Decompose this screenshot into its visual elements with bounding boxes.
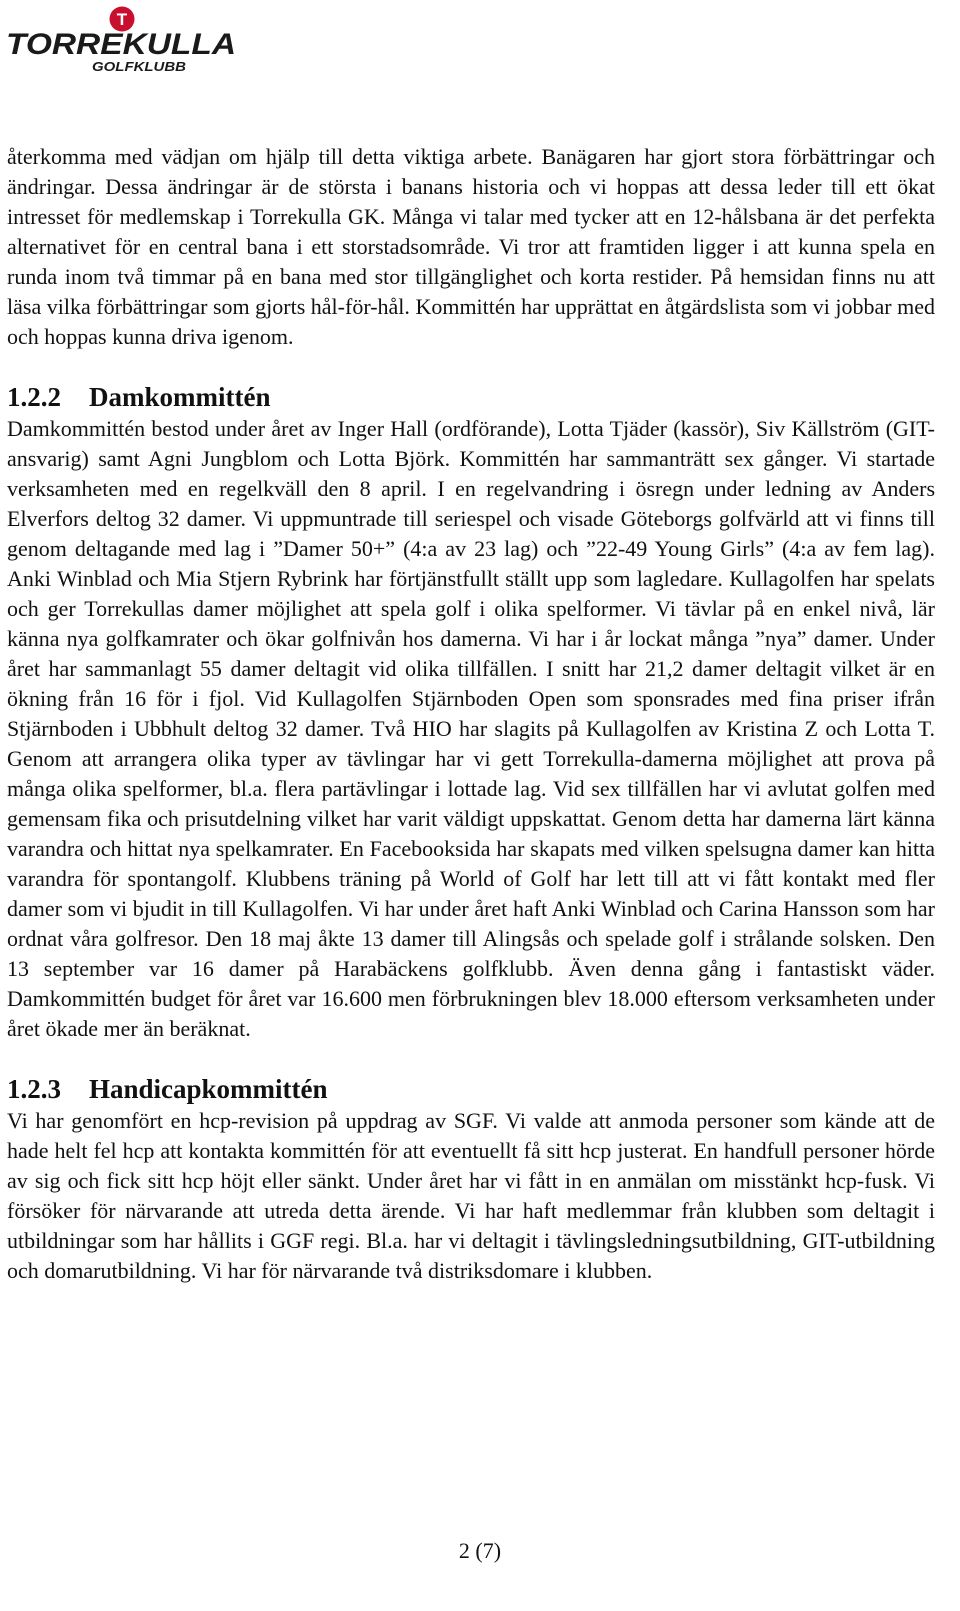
intro-paragraph: återkomma med vädjan om hjälp till detta viktiga arbete. Banägaren har gjort stora förbättringar och ändringar. Dessa ändringar är de största i banans historia och vi hoppas att dessa leder till ett ökat intresset för medlemskap i Torrekulla GK. Många vi talar med tycker att en 12-hålsbana är det perfekta alternativet för en central bana i ett storstadsområde. Vi tror att framtiden ligger i att kunna spela en runda inom två timmar på en bana med stor tillgänglighet och korta restider. På hemsidan finns nu att läsa vilka förbättringar som gjorts hål-för-hål. Kommittén har upprättat en åtgärdslista som vi jobbar med och hoppas kunna driva igenom.: [7, 144, 935, 349]
section-paragraph-handicapkommitten: Vi har genomfört en hcp-revision på uppdrag av SGF. Vi valde att anmoda personer som kände att de hade helt fel hcp att kontakta kommittén för att eventuellt få sitt hcp justerat. En handfull personer hörde av sig och fick sitt hcp höjt eller sänkt. Under året har vi fått in en anmälan om misstänkt hcp-fusk. Vi försöker för närvarande att utreda detta ärende. Vi har haft medlemmar från klubben som deltagit i utbildningar som har hållits i GGF regi. Bl.a. har vi deltagit i tävlingsledningsutbildning, GIT-utbildning och domarutbildning. Vi har för närvarande två distriksdomare i klubben.: [7, 1108, 935, 1283]
section-heading-handicapkommitten: [7, 1072, 935, 1106]
section-title: Handicapkommittén: [89, 1074, 328, 1104]
section-paragraph-damkommitten: Damkommittén bestod under året av Inger Hall (ordförande), Lotta Tjäder (kassör), Siv Källström (GIT-ansvarig) samt Agni Jungblom och Lotta Björk. Kommittén har sammanträtt sex gånger. Vi startade verksamheten med en regelkväll den 8 april. I en regelvandring i ösregn under ledning av Anders Elverfors deltog 32 damer. Vi uppmuntrade till seriespel och visade Göteborgs golfvärld att vi finns till genom deltagande med lag i ”Damer 50+” (4:a av 23 lag) och ”22-49 Young Girls” (4:a av fem lag). Anki Winblad och Mia Stjern Rybrink har förtjänstfullt ställt upp som lagledare. Kullagolfen har spelats och ger Torrekullas damer möjlighet att spela golf i olika spelformer. Vi tävlar på en enkel nivå, lär känna nya golfkamrater och ökar golfnivån hos damerna. Vi har i år lockat många ”nya” damer. Under året har sammanlagt 55 damer deltagit vid olika tillfällen. I snitt har 21,2 damer deltagit vilket är en ökning från 16 för i fjol. Vid Kullagolfen Stjärnboden Open som sponsrades med fina priser ifrån Stjärnboden i Ubbhult deltog 32 damer. Två HIO har slagits på Kullagolfen av Kristina Z och Lotta T. Genom att arrangera olika typer av tävlingar har vi gett Torrekulla-damerna möjlighet att prova på många olika spelformer, bl.a. flera partävlingar i lottade lag. Vid sex tillfällen har vi avlutat golfen med gemensam fika och prisutdelning vilket har varit väldigt uppskattat. Genom detta har damerna lärt känna varandra och hittat nya spelkamrater. En Facebooksida har skapats med vilken spelsugna damer kan hitta varandra för spontangolf. Klubbens träning på World of Golf har lett till att vi fått kontakt med fler damer som vi bjudit in till Kullagolfen. Vi har under året haft Anki Winblad och Carina Hansson som har ordnat våra golfresor. Den 18 maj åkte 13 damer till Alingsås och spelade golf i strålande solsken. Den 13 september var 16 damer på Harabäckens golfklubb. Även denna gång i fantastiskt väder. Damkommittén budget för året var 16.600 men förbrukningen blev 18.000 eftersom verksamheten under året ökade mer än beräknat.: [7, 416, 935, 1041]
section-title: Damkommittén: [89, 382, 271, 412]
logo-subtext: GOLFKLUBB: [92, 59, 186, 74]
document-body: [7, 142, 935, 1286]
torrekulla-logo: [4, 4, 244, 76]
section-number: 1.2.2: [7, 382, 61, 412]
club-logo: [4, 4, 244, 76]
logo-mark: T: [116, 10, 128, 29]
section-number: 1.2.3: [7, 1074, 61, 1104]
logo-wordmark: TORREKULLA: [6, 28, 236, 61]
section-heading-damkommitten: [7, 380, 935, 414]
page-number: 2 (7): [458, 1538, 502, 1563]
